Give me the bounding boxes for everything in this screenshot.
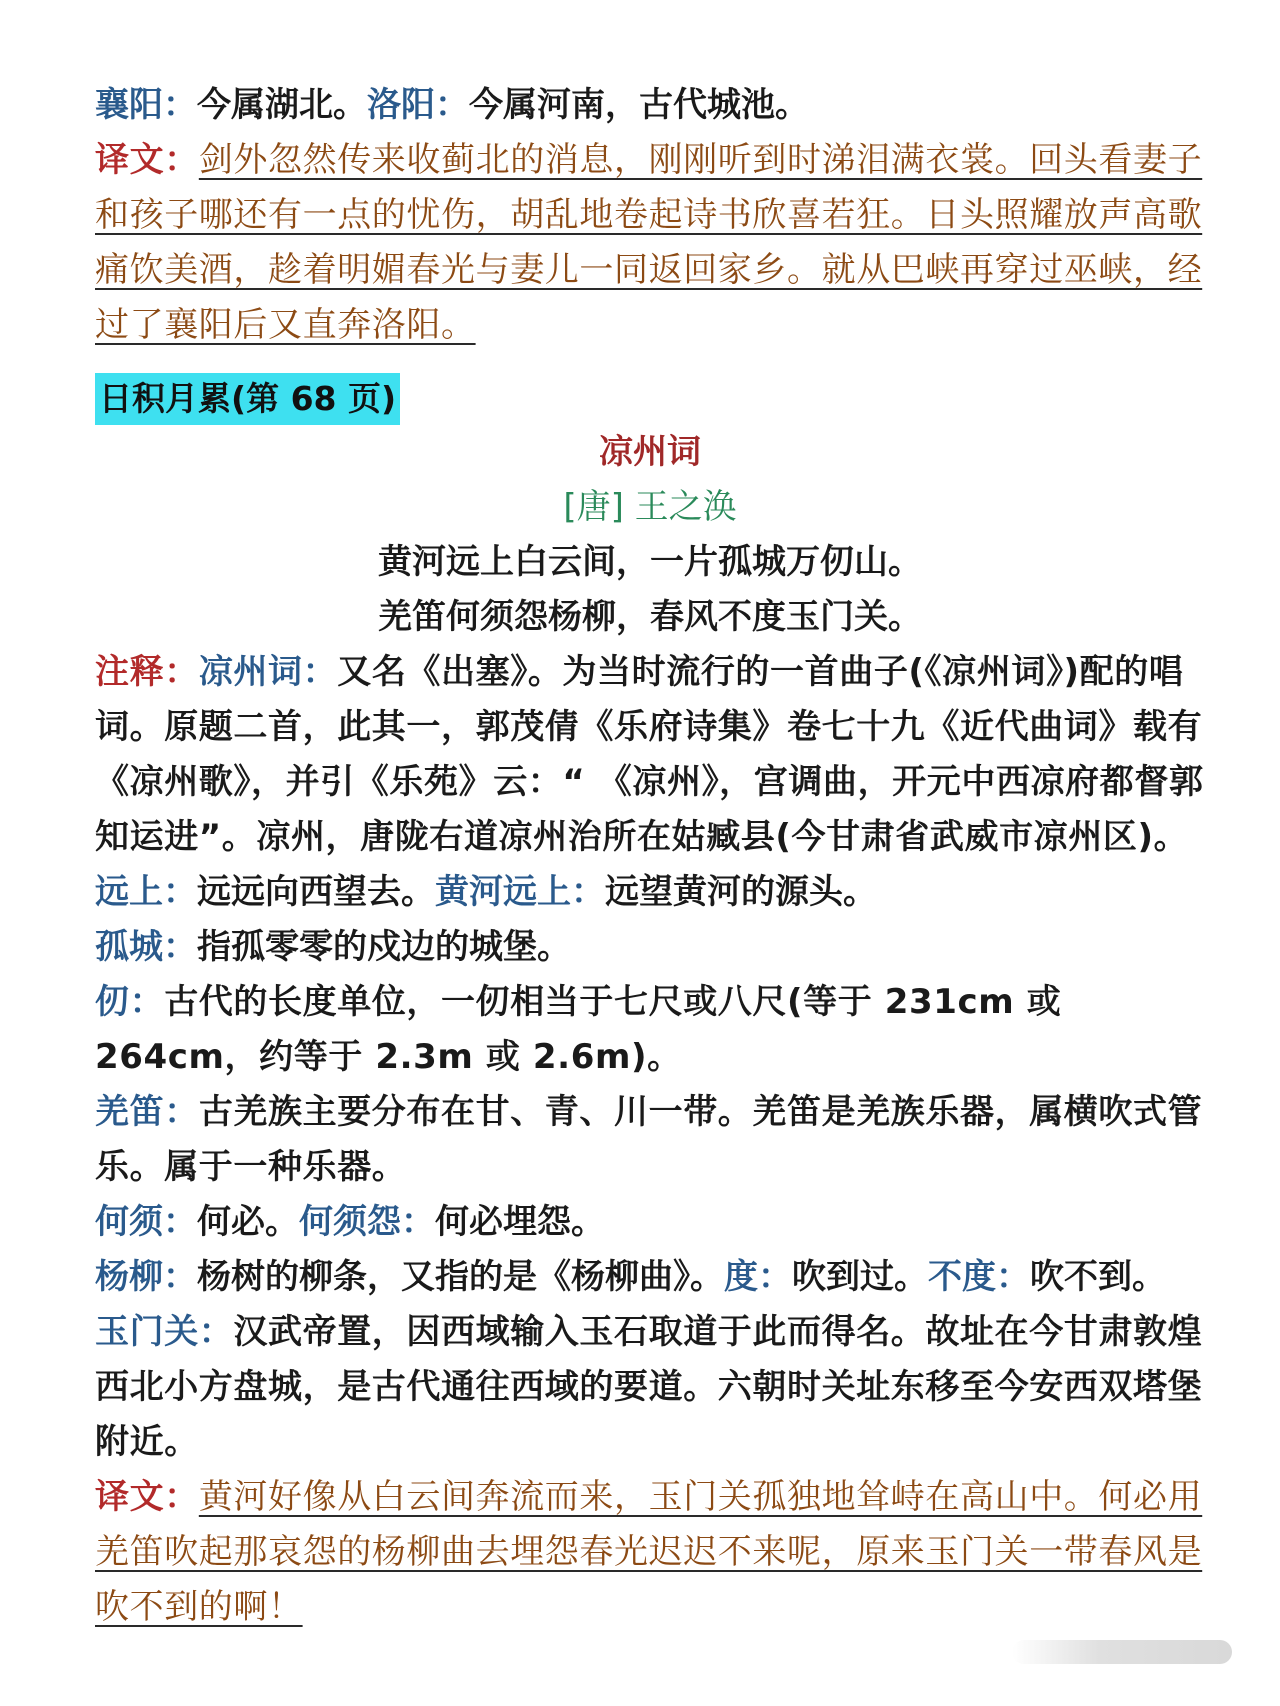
poem-author: [唐] 王之涣	[563, 487, 737, 527]
term-luoyang: 洛阳：	[367, 85, 469, 125]
translation-paragraph-2	[95, 1470, 1205, 1635]
note-yuanshang	[95, 865, 1205, 920]
def-qiangdi: 古羌族主要分布在甘、青、川一带。羌笛是羌族乐器，属横吹式管乐。属于一种乐器。	[95, 1092, 1203, 1187]
term-budu: 不度：	[928, 1257, 1030, 1297]
translation-text-2: 黄河好像从白云间奔流而来，玉门关孤独地耸峙在高山中。何必用羌笛吹起那哀怨的杨柳曲去埋怨春光迟迟不来呢，原来玉门关一带春风是吹不到的啊！	[95, 1477, 1203, 1627]
term-xiangyang: 襄阳：	[95, 85, 197, 125]
def-luoyang: 今属河南，古代城池。	[469, 85, 809, 125]
term-gucheng: 孤城：	[95, 927, 197, 967]
term-yangliu: 杨柳：	[95, 1257, 197, 1297]
note-ren	[95, 975, 1205, 1085]
def-du: 吹到过。	[792, 1257, 928, 1297]
def-hexuyuan: 何必埋怨。	[435, 1202, 605, 1242]
translation-paragraph-1	[95, 133, 1205, 353]
def-gucheng: 指孤零零的戍边的城堡。	[197, 927, 571, 967]
def-ren: 古代的长度单位，一仞相当于七尺或八尺(等于 231cm 或 264cm，约等于 2.3m 或 2.6m)。	[95, 982, 1062, 1077]
poem-line-1: 黄河远上白云间，一片孤城万仞山。	[378, 542, 922, 582]
term-ren: 仞：	[95, 982, 165, 1022]
def-yangliu: 杨树的柳条，又指的是《杨柳曲》。	[197, 1257, 724, 1297]
def-yuanshang: 远远向西望去。	[197, 872, 435, 912]
term-huangheyuanshang: 黄河远上：	[435, 872, 605, 912]
note-xiangyang-luoyang	[95, 78, 1205, 133]
term-hexu: 何须：	[95, 1202, 197, 1242]
note-gucheng	[95, 920, 1205, 975]
translation-label: 译文：	[95, 140, 199, 180]
term-yuanshang: 远上：	[95, 872, 197, 912]
section-header	[95, 373, 1205, 425]
translation-text: 剑外忽然传来收蓟北的消息，刚刚听到时涕泪满衣裳。回头看妻子和孩子哪还有一点的忧伤，胡乱地卷起诗书欣喜若狂。日头照耀放声高歌痛饮美酒，趁着明媚春光与妻儿一同返回家乡。就从巴峡再穿过巫峡，经过了襄阳后又直奔洛阳。	[95, 140, 1203, 345]
term-hexuyuan: 何须怨：	[299, 1202, 435, 1242]
note-hexu	[95, 1195, 1205, 1250]
term-yumenguan: 玉门关：	[95, 1312, 234, 1352]
def-hexu: 何必。	[197, 1202, 299, 1242]
translation-label-2: 译文：	[95, 1477, 199, 1517]
term-du: 度：	[724, 1257, 792, 1297]
term-qiangdi: 羌笛：	[95, 1092, 199, 1132]
poem-line-2: 羌笛何须怨杨柳，春风不度玉门关。	[378, 597, 922, 637]
term-liangzhouci: 凉州词：	[198, 652, 338, 692]
poem-title: 凉州词	[599, 432, 701, 472]
def-liangzhouci: 又名《出塞》。为当时流行的一首曲子(《凉州词》)配的唱词。原题二首，此其一，郭茂倩《乐府诗集》卷七十九《近代曲词》载有《凉州歌》，并引《乐苑》云：“ 《凉州》，宫调曲，开元中西凉府都督郭知运进”。凉州，唐陇右道凉州治所在姑臧县(今甘肃省武威市凉州区)。	[95, 652, 1204, 857]
def-budu: 吹不到。	[1030, 1257, 1166, 1297]
def-xiangyang: 今属湖北。	[197, 85, 367, 125]
note-yangliu	[95, 1250, 1205, 1305]
section-title: 日积月累(第 68 页)	[95, 373, 400, 425]
note-qiangdi	[95, 1085, 1205, 1195]
document-page	[95, 78, 1205, 1635]
def-yumenguan: 汉武帝置，因西域输入玉石取道于此而得名。故址在今甘肃敦煌西北小方盘城，是古代通往西域的要道。六朝时关址东移至今安西双塔堡附近。	[95, 1312, 1203, 1462]
def-huangheyuanshang: 远望黄河的源头。	[605, 872, 877, 912]
watermark-decoration	[1012, 1640, 1232, 1664]
note-yumenguan	[95, 1305, 1205, 1470]
notes-label: 注释：	[95, 652, 199, 692]
note-liangzhouci	[95, 645, 1205, 865]
